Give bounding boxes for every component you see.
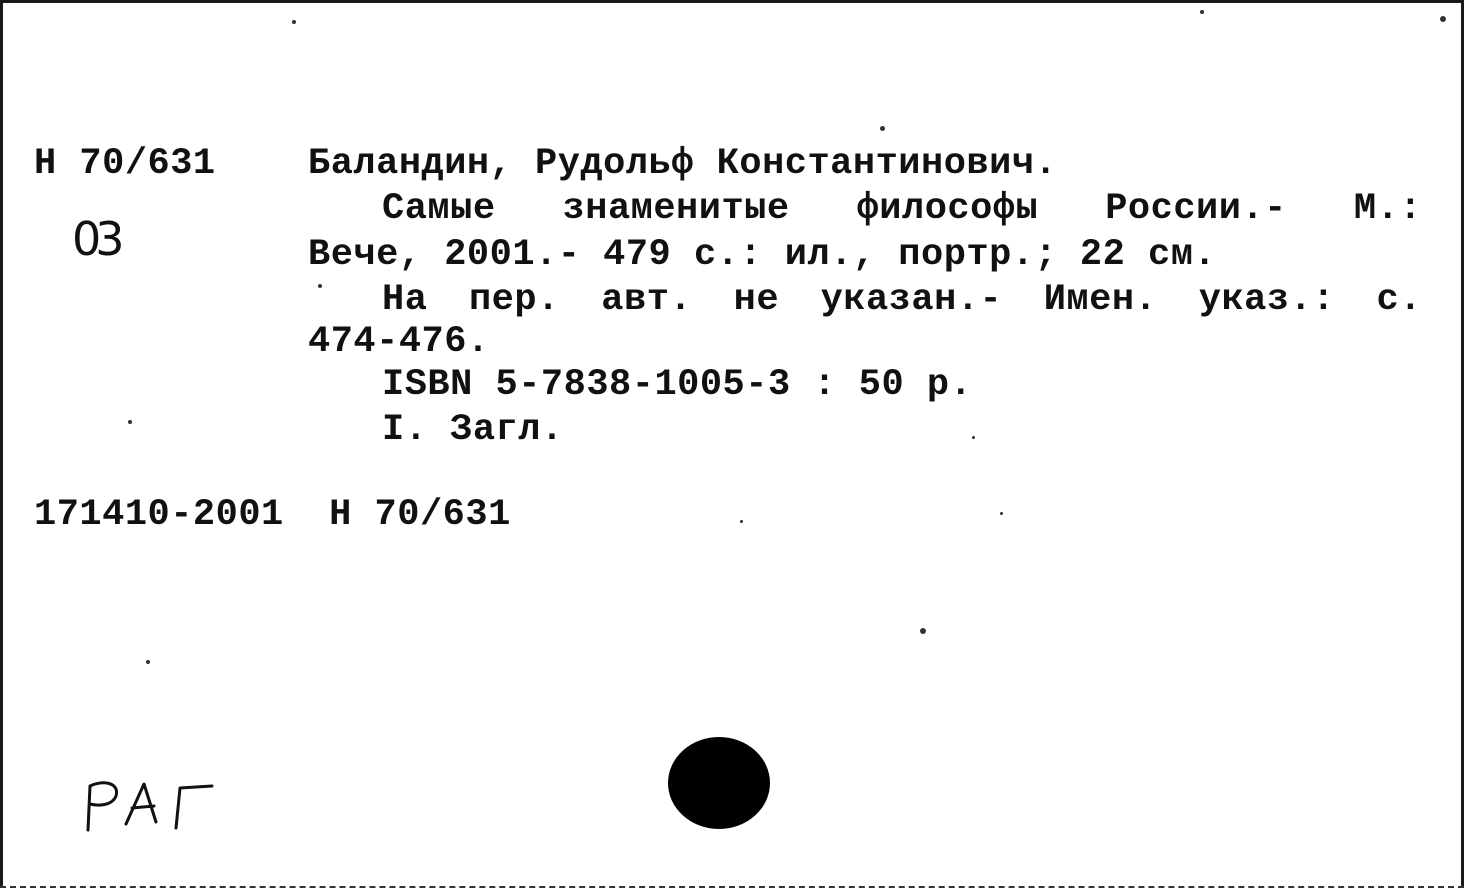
title-word: Самые [382, 188, 496, 230]
card-left-border [0, 0, 3, 888]
title-word: знаменитые [562, 188, 790, 230]
note-word: авт. [601, 279, 693, 321]
scan-speck [1200, 10, 1204, 14]
scan-speck [292, 20, 296, 24]
note-word: не [733, 279, 780, 321]
scan-speck [318, 284, 322, 288]
isbn-line: ISBN 5-7838-1005-3 : 50 р. [382, 364, 973, 406]
scan-speck [1000, 512, 1003, 515]
title-word: М.: [1353, 188, 1422, 230]
scan-speck [146, 660, 150, 664]
handwritten-mark: 03 [72, 212, 119, 266]
note-word: пер. [468, 279, 560, 321]
title-added-entry: I. Загл. [382, 409, 564, 451]
title-line [382, 188, 1422, 230]
note-word: с. [1376, 279, 1422, 321]
publication-line: Вече, 2001.- 479 с.: ил., портр.; 22 см. [308, 234, 1217, 276]
scan-speck [880, 126, 885, 131]
note-line [382, 279, 1422, 321]
scan-speck [740, 520, 743, 523]
title-word: России.- [1105, 188, 1287, 230]
scan-speck [920, 628, 926, 634]
scan-speck [1440, 16, 1446, 22]
note-continuation: 474-476. [308, 321, 490, 363]
title-word: философы [856, 188, 1039, 230]
call-number: H 70/631 [34, 143, 216, 185]
scan-speck [128, 420, 132, 424]
note-word: Имен. [1043, 279, 1158, 321]
handwritten-initials [78, 768, 228, 838]
scan-speck [972, 436, 975, 439]
punched-hole [664, 734, 774, 834]
author-heading: Баландин, Рудольф Константинович. [308, 143, 1058, 185]
note-word: На [382, 279, 428, 321]
note-word: указ.: [1198, 279, 1335, 321]
note-word: указан.- [820, 279, 1003, 321]
accession-line: 171410-2001 H 70/631 [34, 494, 511, 536]
card-top-border [0, 0, 1464, 3]
